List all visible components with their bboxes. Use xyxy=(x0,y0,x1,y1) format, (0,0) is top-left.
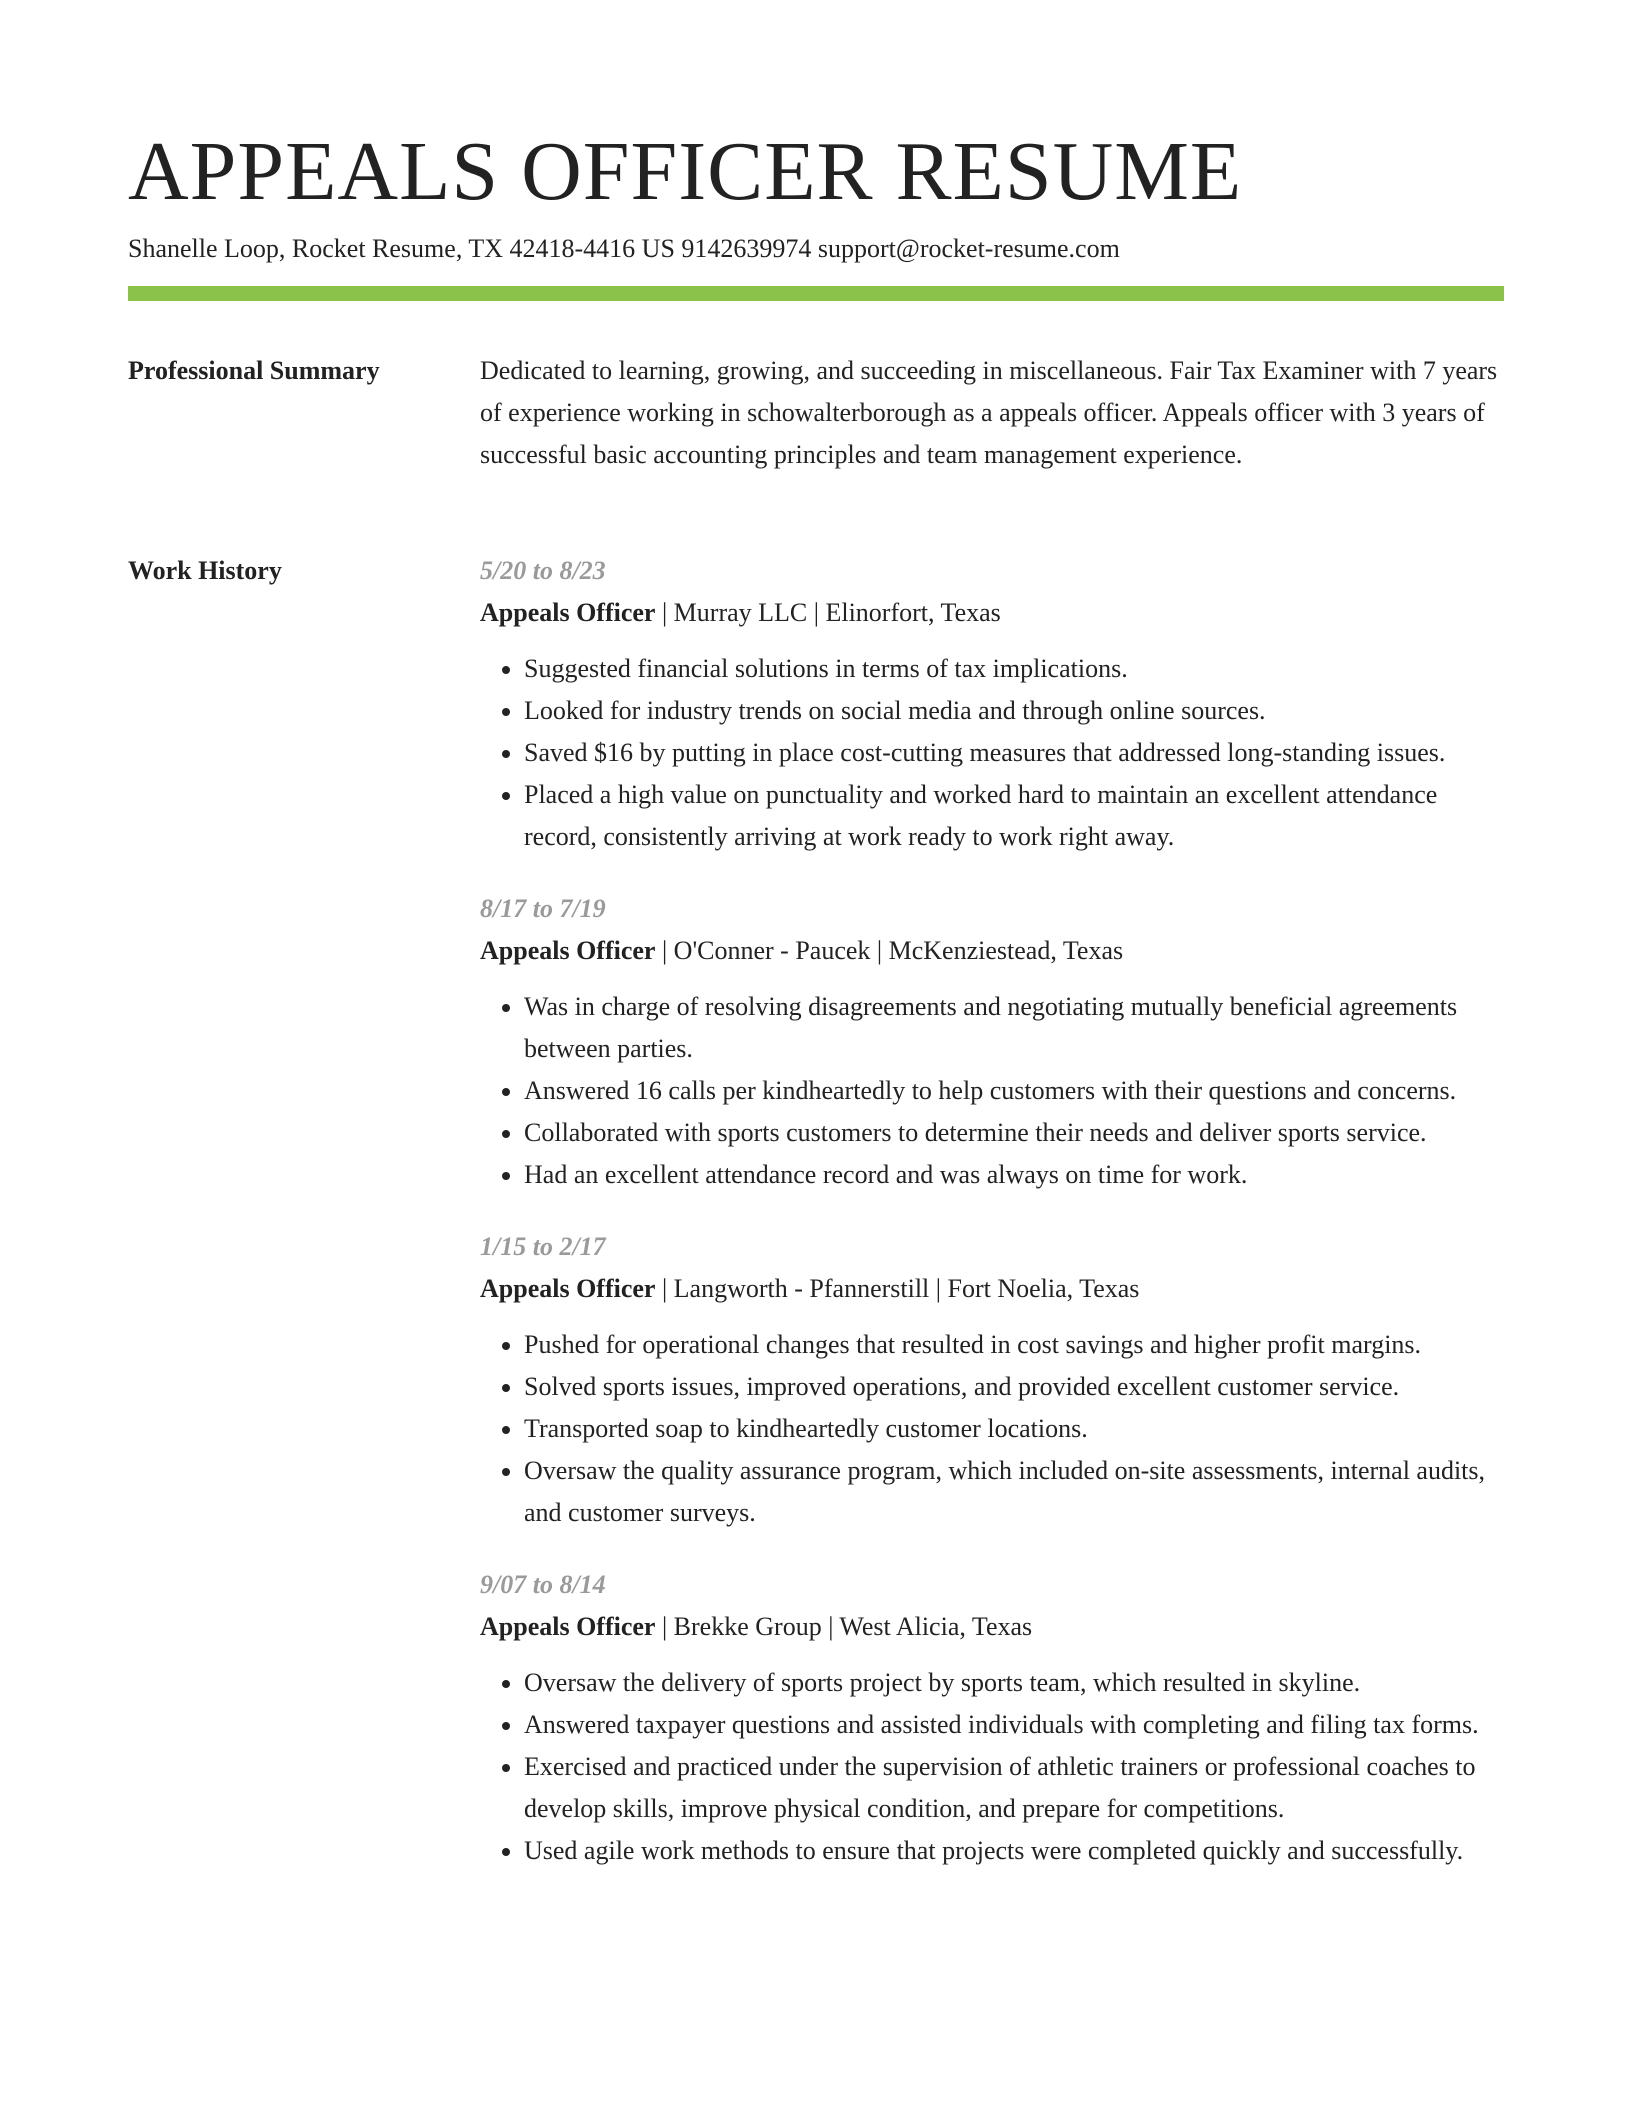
job-company-location: | O'Conner - Paucek | McKenziestead, Texas xyxy=(655,936,1124,965)
job-bullet: • Oversaw the delivery of sports project by sports team, which resulted in skyline. xyxy=(524,1662,1504,1704)
job-bullet: • Oversaw the quality assurance program, which included on-site assessments, internal audits, and customer surveys. xyxy=(524,1450,1504,1534)
job-bullet: • Was in charge of resolving disagreements and negotiating mutually beneficial agreements between parties. xyxy=(524,986,1504,1070)
job-bullet: • Pushed for operational changes that resulted in cost savings and higher profit margins. xyxy=(524,1324,1504,1366)
job-bullet-list xyxy=(480,1324,1504,1534)
job-title-line xyxy=(480,930,1504,972)
summary-label: Professional Summary xyxy=(128,356,380,385)
job-title-line xyxy=(480,592,1504,634)
job-bullet: • Suggested financial solutions in terms of tax implications. xyxy=(524,648,1504,690)
job-entry xyxy=(480,888,1504,1196)
job-bullet: • Answered taxpayer questions and assisted individuals with completing and filing tax forms. xyxy=(524,1704,1504,1746)
job-role: Appeals Officer xyxy=(480,1274,656,1303)
job-entry xyxy=(480,1226,1504,1534)
job-title-line xyxy=(480,1268,1504,1310)
job-role: Appeals Officer xyxy=(480,1612,656,1641)
job-bullet: • Answered 16 calls per kindheartedly to help customers with their questions and concerns. xyxy=(524,1070,1504,1112)
job-bullet: • Collaborated with sports customers to determine their needs and deliver sports service. xyxy=(524,1112,1504,1154)
work-history-body xyxy=(480,550,1504,1902)
summary-text: Dedicated to learning, growing, and succeeding in miscellaneous. Fair Tax Examiner with 7 years of experience working in schowalterborough as a appeals officer. Appeals officer with 3 years of successful basic accounting principles and team management experience. xyxy=(480,356,1498,469)
job-bullet: • Placed a high value on punctuality and worked hard to maintain an excellent attendance record, consistently arriving at work ready to work right away. xyxy=(524,774,1504,858)
job-bullet-list xyxy=(480,648,1504,858)
job-dates: 8/17 to 7/19 xyxy=(480,894,606,923)
job-role: Appeals Officer xyxy=(480,598,656,627)
job-company-location: | Langworth - Pfannerstill | Fort Noelia, Texas xyxy=(655,1274,1140,1303)
job-dates: 1/15 to 2/17 xyxy=(480,1232,606,1261)
resume-title: APPEALS OFFICER RESUME xyxy=(128,125,1243,218)
job-bullet-list xyxy=(480,986,1504,1196)
job-company-location: | Murray LLC | Elinorfort, Texas xyxy=(655,598,1001,627)
job-bullet: • Solved sports issues, improved operations, and provided excellent customer service. xyxy=(524,1366,1504,1408)
job-dates: 9/07 to 8/14 xyxy=(480,1570,606,1599)
header-divider xyxy=(128,286,1504,301)
job-bullet: • Transported soap to kindheartedly customer locations. xyxy=(524,1408,1504,1450)
job-bullet: • Saved $16 by putting in place cost-cutting measures that addressed long-standing issues. xyxy=(524,732,1504,774)
job-bullet: • Exercised and practiced under the supervision of athletic trainers or professional coaches to develop skills, improve physical condition, and prepare for competitions. xyxy=(524,1746,1504,1830)
contact-line: Shanelle Loop, Rocket Resume, TX 42418-4416 US 9142639974 support@rocket-resume.com xyxy=(128,234,1120,263)
job-company-location: | Brekke Group | West Alicia, Texas xyxy=(655,1612,1033,1641)
job-role: Appeals Officer xyxy=(480,936,656,965)
job-dates: 5/20 to 8/23 xyxy=(480,556,606,585)
job-entry xyxy=(480,550,1504,858)
job-title-line xyxy=(480,1606,1504,1648)
work-history-label: Work History xyxy=(128,556,282,585)
job-bullet: • Looked for industry trends on social media and through online sources. xyxy=(524,690,1504,732)
job-bullet-list xyxy=(480,1662,1504,1872)
job-bullet: • Used agile work methods to ensure that projects were completed quickly and successfully. xyxy=(524,1830,1504,1872)
job-entry xyxy=(480,1564,1504,1872)
summary-body xyxy=(480,350,1504,476)
job-bullet: • Had an excellent attendance record and was always on time for work. xyxy=(524,1154,1504,1196)
